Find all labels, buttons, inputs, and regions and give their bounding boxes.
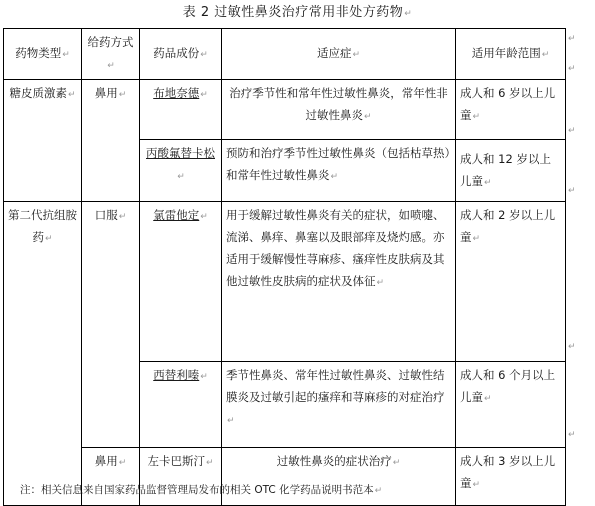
drug-name-link[interactable]: 布地奈德 [153,86,200,100]
table-row [4,202,566,362]
otc-drug-table [3,28,566,506]
row-end-mark: ↵ [568,64,576,74]
header-ingredient: 药品成份↵ [140,29,222,80]
indication-cell: 用于缓解过敏性鼻炎有关的症状，如喷嚏、流涕、鼻痒、鼻塞以及眼部痒及烧灼感。亦适用于缓解慢性荨麻疹、瘙痒性皮肤病及其他过敏性皮肤病的症状及体征↵ [222,202,456,362]
drug-type-cell: 糖皮质激素↵ [4,80,82,202]
age-range-cell: 成人和 2 岁以上儿童↵ [456,202,566,362]
indication-cell: 季节性鼻炎、常年性过敏性鼻炎、过敏性结膜炎及过敏引起的瘙痒和荨麻疹的对症治疗↵ [222,362,456,448]
age-range-cell: 成人和 6 个月以上儿童↵ [456,362,566,448]
drug-name-cell: 氯雷他定↵ [140,202,222,362]
header-age-range: 适用年龄范围↵ [456,29,566,80]
age-range-cell: 成人和 3 岁以上儿童↵ [456,448,566,506]
header-drug-type: 药物类型↵ [4,29,82,80]
header-indication: 适应症↵ [222,29,456,80]
age-range-cell: 成人和 6 岁以上儿童↵ [456,80,566,140]
indication-cell: 预防和治疗季节性过敏性鼻炎（包括枯草热）和常年性过敏性鼻炎↵ [222,140,456,202]
drug-type-cell: 第二代抗组胺药↵ [4,202,82,506]
row-end-mark: ↵ [568,430,576,440]
header-route: 给药方式↵ [82,29,140,80]
drug-name-link[interactable]: 丙酸氟替卡松 [146,146,215,160]
drug-name-link[interactable]: 氯雷他定 [153,208,200,222]
route-cell: 鼻用↵ [82,80,140,202]
table-header-row [4,29,566,80]
row-end-mark: ↵ [568,126,576,136]
row-end-mark: ↵ [568,186,576,196]
table-row [4,80,566,140]
route-cell: 口服↵ [82,202,140,448]
age-range-cell: 成人和 12 岁以上儿童↵ [456,140,566,202]
indication-cell: 过敏性鼻炎的症状治疗↵ [222,448,456,506]
indication-cell: 治疗季节性和常年性过敏性鼻炎，常年性非过敏性鼻炎↵ [222,80,456,140]
drug-name-link[interactable]: 西替利嗪 [153,368,200,382]
drug-name-cell: 布地奈德↵ [140,80,222,140]
drug-name-cell: 西替利嗪↵ [140,362,222,448]
table-caption: 表 2 过敏性鼻炎治疗常用非处方药物↵ [182,5,413,20]
row-end-mark: ↵ [568,34,576,44]
route-cell: 鼻用↵ [82,448,140,506]
table-footnote: 注：相关信息来自国家药品监督管理局发布的相关 OTC 化学药品说明书范本↵ [20,484,383,496]
drug-name-cell: 丙酸氟替卡松↵ [140,140,222,202]
row-end-mark: ↵ [568,342,576,352]
drug-name-cell: 左卡巴斯汀↵ [140,448,222,506]
